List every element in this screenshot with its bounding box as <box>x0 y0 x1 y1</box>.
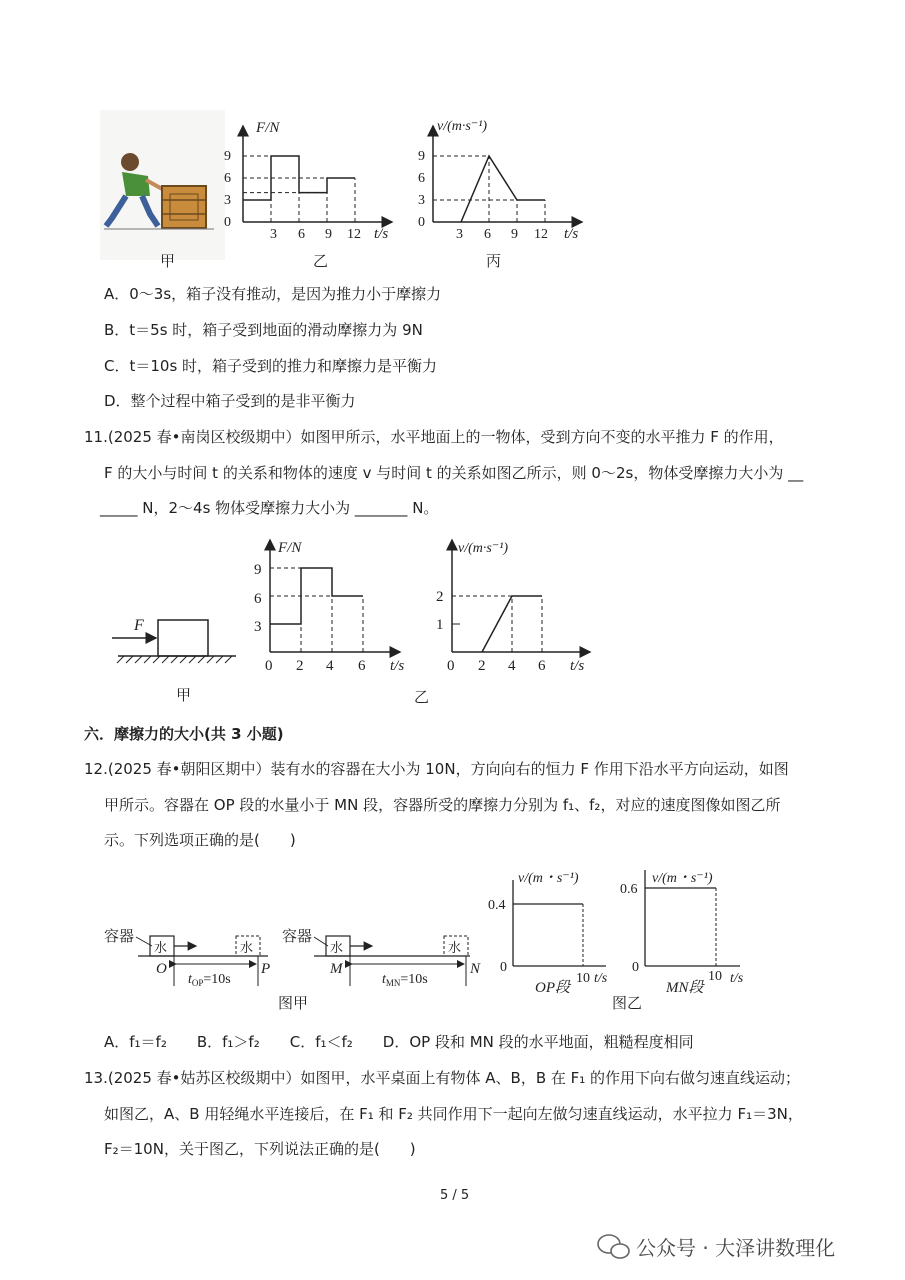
x-axis-label: t/s <box>730 971 744 986</box>
wechat-icon <box>598 1235 629 1258</box>
t-op-label: $t_{OP}=10s$ <box>188 972 231 988</box>
chart-caption: MN段 <box>666 980 704 996</box>
q10-caption-jia: 甲 <box>160 252 176 270</box>
q12-caption-jia: 图甲 <box>278 994 309 1012</box>
q10-caption-yi: 乙 <box>313 252 329 270</box>
y-axis-label: v/(m·s⁻¹) <box>458 541 509 556</box>
q12-options: A．f₁＝f₂ B．f₁＞f₂ C．f₁＜f₂ D．OP 段和 MN 段的水平地面，粗糙程度相同 <box>104 1033 694 1051</box>
q10-velocity-chart <box>418 119 582 242</box>
y-tick-9: 9 <box>224 149 231 164</box>
x-axis-label: t/s <box>374 226 389 242</box>
ground-hatch <box>225 656 232 663</box>
q11-velocity-chart <box>436 540 590 674</box>
y-axis-label: F/N <box>256 120 280 136</box>
y-tick-0: 0 <box>418 215 425 230</box>
ground-hatch <box>153 656 160 663</box>
water-label: 水 <box>154 941 168 956</box>
q12-caption-yi: 图乙 <box>612 994 643 1012</box>
q13-stem-line1: 13.(2025 春•姑苏区校级期中）如图甲，水平桌面上有物体 A、B，B 在 F₁ 的作用下向右做匀速直线运动； <box>84 1069 801 1087</box>
point-M: M <box>330 961 343 977</box>
y-axis-label: v/(m・s⁻¹) <box>518 871 579 886</box>
q10-option-d: D．整个过程中箱子受到的是非平衡力 <box>104 392 356 410</box>
q12-stem-line2: 甲所示。容器在 OP 段的水量小于 MN 段，容器所受的摩擦力分别为 f₁、f₂，对应的速度图像如图乙所 <box>104 796 781 814</box>
q13-stem-line2: 如图乙，A、B 用轻绳水平连接后，在 F₁ 和 F₂ 共同作用下一起向左做匀速直线运动，水平拉力 F₁＝3N， <box>104 1105 803 1123</box>
y-tick-6: 6 <box>418 171 425 186</box>
ground-hatch <box>207 656 214 663</box>
q10-force-chart <box>224 120 392 242</box>
y-tick-0.4: 0.4 <box>488 898 506 913</box>
q11-caption-yi: 乙 <box>414 688 430 706</box>
ground-hatch <box>126 656 133 663</box>
ground-hatch <box>189 656 196 663</box>
watermark: 公众号 · 大泽讲数理化 <box>636 1236 836 1260</box>
y-tick-1: 1 <box>436 617 444 633</box>
ground-hatch <box>144 656 151 663</box>
point-O: O <box>156 961 167 977</box>
y-tick-0: 0 <box>224 215 231 230</box>
q11-caption-jia: 甲 <box>176 686 192 704</box>
q12-figure <box>104 870 744 1012</box>
x-tick-6: 6 <box>298 227 305 242</box>
mn-motion-diagram <box>282 927 481 988</box>
q11-stem-line3: _____ N，2～4s 物体受摩擦力大小为 _______ N。 <box>100 499 439 517</box>
x-tick-3: 3 <box>456 227 463 242</box>
x-tick-2: 2 <box>296 658 304 674</box>
x-tick-12: 12 <box>347 227 361 242</box>
x-tick-4: 4 <box>326 658 334 674</box>
ground-hatch <box>180 656 187 663</box>
y-tick-3: 3 <box>254 619 262 635</box>
q13-stem-line3: F₂＝10N，关于图乙，下列说法正确的是( ) <box>104 1140 416 1158</box>
op-motion-diagram <box>104 927 270 988</box>
x-tick-9: 9 <box>325 227 332 242</box>
ground-hatch <box>198 656 205 663</box>
x-tick-9: 9 <box>511 227 518 242</box>
ground-hatch <box>135 656 142 663</box>
person-pushing-box-illustration <box>100 110 225 260</box>
x-tick-0: 0 <box>447 658 455 674</box>
q10-option-b: B．t＝5s 时，箱子受到地面的滑动摩擦力为 9N <box>104 321 423 339</box>
q11-stem-line2: F 的大小与时间 t 的关系和物体的速度 v 与时间 t 的关系如图乙所示，则 0～2s，物体受摩擦力大小为 __ <box>104 464 804 482</box>
y-tick-3: 3 <box>418 193 425 208</box>
block-on-ground-diagram <box>112 617 236 663</box>
q10-caption-bing: 丙 <box>486 252 502 270</box>
op-velocity-chart <box>488 871 608 996</box>
y-tick-6: 6 <box>224 171 231 186</box>
force-label: F <box>134 617 144 634</box>
water-label-final: 水 <box>240 941 254 956</box>
x-axis-label: t/s <box>390 658 405 674</box>
y-tick-2: 2 <box>436 589 444 605</box>
q12-stem-line3: 示。下列选项正确的是( ) <box>104 831 296 849</box>
q12-stem-line1: 12.(2025 春•朝阳区期中）装有水的容器在大小为 10N，方向向右的恒力 F 作用下沿水平方向运动，如图 <box>84 760 789 778</box>
x-tick-10: 10 <box>576 971 590 986</box>
origin-zero: 0 <box>632 960 639 975</box>
x-tick-2: 2 <box>478 658 486 674</box>
x-tick-12: 12 <box>534 227 548 242</box>
y-tick-3: 3 <box>224 193 231 208</box>
x-tick-6: 6 <box>484 227 491 242</box>
x-tick-6: 6 <box>358 658 366 674</box>
y-tick-9: 9 <box>254 562 262 578</box>
water-label-final: 水 <box>448 941 462 956</box>
chart-caption: OP段 <box>535 980 570 996</box>
q10-option-a: A．0～3s，箱子没有推动，是因为推力小于摩擦力 <box>104 285 442 303</box>
q10-figure <box>100 110 582 270</box>
y-tick-9: 9 <box>418 149 425 164</box>
q11-stem-line1: 11.(2025 春•南岗区校级期中）如图甲所示，水平地面上的一物体，受到方向不变的水平推力 F 的作用， <box>84 428 784 446</box>
x-tick-0: 0 <box>265 658 273 674</box>
x-tick-6: 6 <box>538 658 546 674</box>
x-tick-4: 4 <box>508 658 516 674</box>
page-number: 5 / 5 <box>440 1188 470 1203</box>
ground-hatch <box>162 656 169 663</box>
t-mn-label: $t_{MN}=10s$ <box>382 972 428 988</box>
point-N: N <box>470 961 481 977</box>
x-axis-label: t/s <box>594 971 608 986</box>
block <box>158 620 208 656</box>
x-tick-10: 10 <box>708 969 722 984</box>
q11-force-chart <box>254 540 404 674</box>
mn-velocity-chart <box>620 870 744 996</box>
ground-hatch <box>216 656 223 663</box>
y-axis-label: v/(m・s⁻¹) <box>652 871 713 886</box>
container-label: 容器 <box>282 927 313 945</box>
point-P: P <box>261 961 271 977</box>
ground-hatch <box>117 656 124 663</box>
y-tick-0.6: 0.6 <box>620 882 638 897</box>
force-series-line <box>270 568 363 624</box>
x-axis-label: t/s <box>570 658 585 674</box>
section-6-title: 六．摩擦力的大小(共 3 小题) <box>84 725 284 743</box>
x-tick-3: 3 <box>270 227 277 242</box>
water-label: 水 <box>330 941 344 956</box>
y-axis-label: v/(m·s⁻¹) <box>437 119 488 134</box>
velocity-series-line <box>461 156 545 222</box>
container-label: 容器 <box>104 927 135 945</box>
y-tick-6: 6 <box>254 591 262 607</box>
q10-option-c: C．t＝10s 时，箱子受到的推力和摩擦力是平衡力 <box>104 357 438 375</box>
origin-zero: 0 <box>500 960 507 975</box>
ground-hatch <box>171 656 178 663</box>
y-axis-label: F/N <box>278 540 302 556</box>
q11-figure <box>112 540 590 706</box>
x-axis-label: t/s <box>564 226 579 242</box>
